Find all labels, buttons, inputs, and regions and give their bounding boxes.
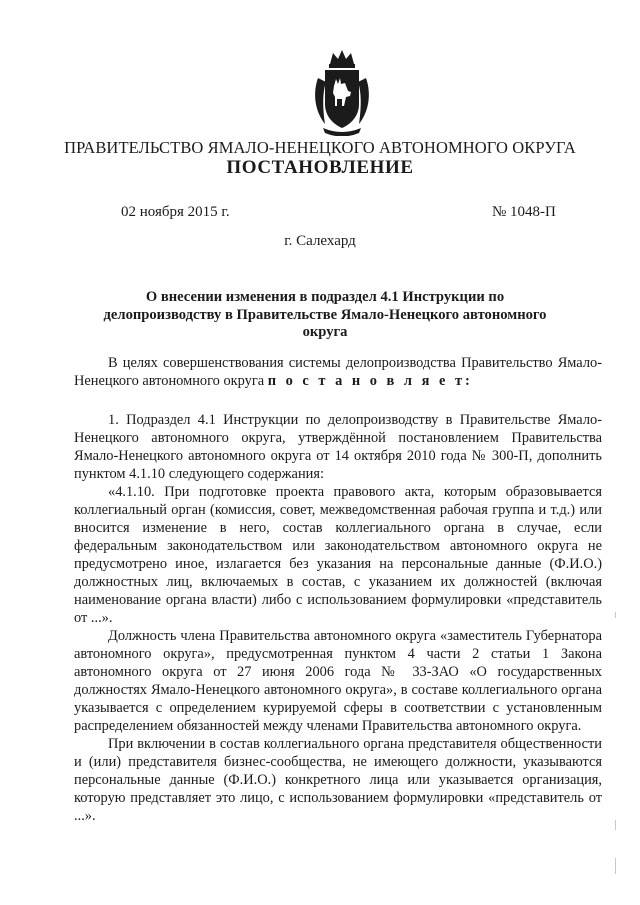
document-body (74, 354, 602, 825)
document-number: № 1048-П (492, 204, 556, 220)
body-paragraph-3: Должность члена Правительства автономного округа «заместитель Губернатора автономного округа», предусмотренная пунктом 4 части 2 статьи 1 Закона автономного округа от 27 июня 2006 года № 33-ЗАО «О государственных должностях Ямало-Ненецкого автономного округа», в составе коллегиального органа указывается с определением курируемой сферы в соответствии с установленным распределением обязанностей между членами Правительства автономного округа. (74, 628, 602, 734)
scan-edge-mark (615, 820, 616, 830)
organization-name: ПРАВИТЕЛЬСТВО ЯМАЛО-НЕНЕЦКОГО АВТОНОМНОГО ОКРУГА (64, 138, 576, 157)
document-type: ПОСТАНОВЛЕНИЕ (226, 157, 414, 178)
document-title: О внесении изменения в подраздел 4.1 Инструкции по делопроизводству в Правительстве Ямало-Ненецкого автономного округа (103, 289, 547, 340)
preamble-text: В целях совершенствования системы делопроизводства Правительство Ямало-Ненецкого автономного округа (74, 355, 602, 389)
body-paragraph-2: «4.1.10. При подготовке проекта правового акта, которым образовывается коллегиальный орган (комиссия, совет, межведомственная рабочая группа и т.д.) или вносится изменение в него, состав коллегиального органа в случае, если федеральным законодательством или законодательством автономного округа не предусмотрено иное, излагается без указания на персональные данные (Ф.И.О.) должностных лиц, включаемых в состав, с указанием их должностей (включая наименование органа власти) либо с использованием формулировки «представитель от ...». (74, 484, 602, 626)
scan-edge-mark (615, 612, 616, 618)
decree-word: п о с т а н о в л я е т: (267, 373, 473, 389)
document-city: г. Салехард (284, 233, 356, 249)
scan-edge-mark (615, 858, 616, 874)
body-paragraph-4: При включении в состав коллегиального органа представителя общественности и (или) представителя бизнес-сообщества, не имеющего должности, указываются персональные данные (Ф.И.О.) конкретного лица или указывается организация, которую представляет это лицо, с использованием формулировки «представитель от ...». (74, 736, 602, 824)
document-date: 02 ноября 2015 г. (121, 204, 230, 220)
coat-of-arms-icon (311, 48, 373, 136)
body-paragraph-1: 1. Подраздел 4.1 Инструкции по делопроизводству в Правительстве Ямало-Ненецкого автономного округа, утверждённой постановлением Правительства Ямало-Ненецкого автономного округа от 14 октября 2010 года № 300-П, дополнить пунктом 4.1.10 следующего содержания: (74, 412, 602, 482)
preamble (74, 354, 602, 390)
